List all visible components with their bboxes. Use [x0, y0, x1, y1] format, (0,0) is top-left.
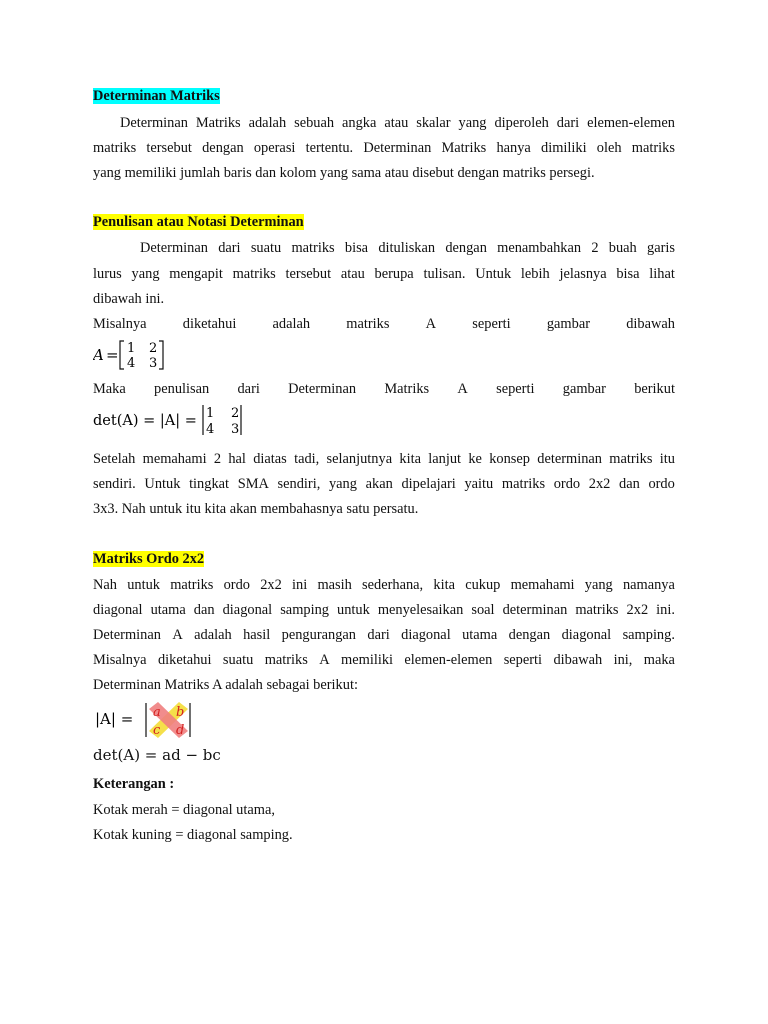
word: suatu — [250, 240, 282, 256]
word: 2 — [213, 451, 222, 467]
eq-lhs-abs-a: |A| = — [95, 710, 134, 728]
word: ordo — [223, 577, 250, 593]
word: A — [172, 627, 183, 643]
word: tertentu. — [305, 140, 354, 156]
word: lebih — [520, 266, 550, 282]
word: mengapit — [169, 266, 223, 282]
word: diketahui — [157, 652, 212, 668]
word: memiliki — [341, 652, 394, 668]
paragraph-line — [93, 651, 675, 669]
word: diagonal — [222, 602, 273, 618]
word: hal — [228, 451, 246, 467]
word: ini. — [656, 602, 675, 618]
matrix-cell: 3 — [149, 356, 158, 371]
word: determinan — [502, 602, 568, 618]
paragraph-line: Determinan Matriks A adalah sebagai berikut: — [93, 677, 358, 693]
word: dan — [193, 602, 215, 618]
word: ke — [468, 451, 482, 467]
paragraph-line — [93, 576, 675, 594]
matrix-cell: 1 — [206, 406, 215, 421]
word: Determinan — [363, 140, 432, 156]
word: matriks — [264, 652, 308, 668]
word: Determinan — [140, 240, 208, 256]
word: dibawah — [553, 652, 603, 668]
word: SMA — [237, 476, 269, 492]
word: matriks — [501, 476, 546, 492]
paragraph-line — [93, 315, 675, 333]
word: elemen-elemen — [404, 652, 493, 668]
word: Determinan — [93, 627, 161, 643]
matrix-cell-a: a — [153, 705, 161, 720]
section-heading-ordo-2x2 — [93, 550, 675, 568]
word: diagonal — [93, 602, 143, 618]
word: itu — [659, 451, 675, 467]
word: selanjutnya — [326, 451, 393, 467]
eq-equals: = — [106, 346, 119, 364]
word: Matriks — [195, 115, 241, 131]
section-heading-notasi — [93, 213, 675, 231]
paragraph-line — [93, 601, 675, 619]
word: determinan — [537, 451, 602, 467]
matrix-cell: 3 — [231, 422, 240, 437]
word: dengan — [445, 240, 487, 256]
word: yang — [584, 577, 613, 593]
word: atau — [340, 266, 365, 282]
word: adalah — [194, 627, 232, 643]
word: matriks — [346, 316, 390, 332]
word: lanjut — [428, 451, 462, 467]
paragraph-line — [93, 450, 675, 468]
heading-highlight: Penulisan atau Notasi Determinan — [93, 214, 304, 230]
word: untuk — [337, 602, 370, 618]
word: diagonal — [401, 627, 451, 643]
word: gambar — [546, 316, 590, 332]
word: Determinan — [120, 115, 188, 131]
word: gambar — [562, 381, 606, 397]
word: matriks — [609, 451, 653, 467]
matrix-cell-b: b — [176, 705, 185, 720]
word: sendiri. — [93, 476, 136, 492]
word: seperti — [503, 652, 543, 668]
word: sendiri, — [277, 476, 321, 492]
matrix-cell-d: d — [176, 723, 185, 738]
word: adalah — [272, 316, 311, 332]
word: adalah — [248, 115, 287, 131]
word: Untuk — [144, 476, 181, 492]
word: A — [425, 316, 437, 332]
word: lurus — [93, 266, 122, 282]
word: Untuk — [475, 266, 512, 282]
word: Matriks — [384, 381, 430, 397]
word: suatu — [222, 652, 254, 668]
word: untuk — [127, 577, 160, 593]
matrix-cell: 1 — [127, 341, 136, 356]
keterangan-label: Keterangan : — [93, 776, 175, 792]
word: ini — [292, 577, 308, 593]
word: tadi, — [294, 451, 320, 467]
word: namanya — [622, 577, 675, 593]
paragraph-line — [93, 265, 675, 283]
word: 2x2 — [626, 602, 649, 618]
word: 2 — [591, 240, 599, 256]
word: ini, — [613, 652, 633, 668]
determinant-notation-equation — [93, 402, 253, 438]
word: menambahkan — [497, 240, 582, 256]
word: buah — [608, 240, 637, 256]
word: seperti — [472, 316, 511, 332]
matrix-cell: 2 — [231, 406, 240, 421]
word: Nah — [93, 577, 117, 593]
word: Misalnya — [93, 652, 147, 668]
word: dengan — [202, 140, 244, 156]
word: sederhana, — [362, 577, 424, 593]
word: ordo — [648, 476, 675, 492]
word: dipelajari — [401, 476, 456, 492]
word: yang — [458, 115, 487, 131]
word: lihat — [649, 266, 675, 282]
word: jelasnya — [559, 266, 607, 282]
word: akan — [365, 476, 393, 492]
word: oleh — [596, 140, 622, 156]
word: berupa — [374, 266, 414, 282]
word: Maka — [93, 381, 126, 397]
word: 2x2 — [588, 476, 611, 492]
word: samping. — [622, 627, 675, 643]
word: elemen-elemen — [587, 115, 675, 131]
matrix-cell: 4 — [206, 422, 215, 437]
word: pengurangan — [281, 627, 356, 643]
word: A — [319, 652, 330, 668]
matrix-a-equation — [93, 338, 173, 372]
word: penulisan — [154, 381, 210, 397]
word: seperti — [496, 381, 535, 397]
word: diketahui — [182, 316, 237, 332]
word: yang — [328, 476, 357, 492]
word: garis — [647, 240, 675, 256]
word: Determinan — [288, 381, 357, 397]
matrix-cell-c: c — [153, 723, 161, 738]
paragraph-line — [93, 139, 675, 157]
word: dari — [367, 627, 390, 643]
word: 2x2 — [260, 577, 282, 593]
word: dari — [218, 240, 241, 256]
word: memahami — [142, 451, 207, 467]
word: Setelah — [93, 451, 136, 467]
word: matriks — [575, 602, 619, 618]
word: dari — [556, 115, 580, 131]
word: dari — [237, 381, 260, 397]
word: A — [457, 381, 468, 397]
paragraph-line — [93, 626, 675, 644]
word: hasil — [243, 627, 271, 643]
word: bisa — [344, 240, 369, 256]
left-bracket — [120, 341, 124, 369]
paragraph-line — [93, 380, 675, 398]
word: kita — [433, 577, 455, 593]
word: bisa — [616, 266, 640, 282]
word: operasi — [253, 140, 296, 156]
heading-highlight: Determinan Matriks — [93, 88, 220, 104]
word: kita — [399, 451, 421, 467]
eq-det-text: det(A) = |A| = — [93, 413, 197, 429]
word: tersebut — [146, 140, 192, 156]
paragraph-line — [140, 239, 675, 257]
word: yang — [131, 266, 160, 282]
word: konsep — [489, 451, 530, 467]
word: tingkat — [189, 476, 230, 492]
word: atau — [384, 115, 409, 131]
word: Misalnya — [93, 316, 147, 332]
word: maka — [643, 652, 675, 668]
word: sebuah — [294, 115, 335, 131]
word: soal — [471, 602, 495, 618]
word: memahami — [510, 577, 575, 593]
matrix-cell: 2 — [149, 341, 158, 356]
word: utama — [462, 627, 498, 643]
word: diperoleh — [494, 115, 549, 131]
matrix-cell: 4 — [127, 356, 136, 371]
legend-side-diagonal: Kotak kuning = diagonal samping. — [93, 827, 293, 843]
word: cukup — [465, 577, 501, 593]
legend-main-diagonal: Kotak merah = diagonal utama, — [93, 802, 275, 818]
determinant-formula: det(A) = ad − bc — [93, 746, 221, 764]
word: matriks — [631, 140, 675, 156]
word: berikut — [634, 381, 675, 397]
word: dimiliki — [541, 140, 587, 156]
word: matriks — [232, 266, 276, 282]
word: yaitu — [464, 476, 494, 492]
right-bracket — [159, 341, 163, 369]
word: Matriks — [441, 140, 487, 156]
word: utama — [150, 602, 186, 618]
word: dibawah — [626, 316, 675, 332]
paragraph-line: dibawah ini. — [93, 291, 165, 307]
word: tersebut — [285, 266, 332, 282]
eq-lhs-a: A — [93, 346, 104, 364]
word: tulisan. — [423, 266, 466, 282]
word: ordo — [553, 476, 581, 492]
word: diagonal — [561, 627, 612, 643]
section-heading-determinan — [93, 87, 675, 105]
determinant-diagonal-diagram — [93, 700, 203, 740]
word: angka — [342, 115, 377, 131]
word: dengan — [508, 627, 551, 643]
word: hanya — [496, 140, 531, 156]
word: menyelesaikan — [377, 602, 464, 618]
word: masih — [317, 577, 352, 593]
word: dan — [619, 476, 640, 492]
paragraph-line — [120, 114, 675, 132]
word: dituliskan — [378, 240, 436, 256]
word: matriks — [291, 240, 335, 256]
paragraph-line: yang memiliki jumlah baris dan kolom yang sama atau disebut dengan matriks persegi. — [93, 165, 595, 181]
word: samping — [280, 602, 329, 618]
paragraph-line — [93, 475, 675, 493]
word: skalar — [416, 115, 451, 131]
heading-highlight: Matriks Ordo 2x2 — [93, 551, 205, 567]
paragraph-line: 3x3. Nah untuk itu kita akan membahasnya satu persatu. — [93, 501, 419, 517]
word: matriks — [93, 140, 137, 156]
word: matriks — [170, 577, 214, 593]
word: diatas — [253, 451, 287, 467]
